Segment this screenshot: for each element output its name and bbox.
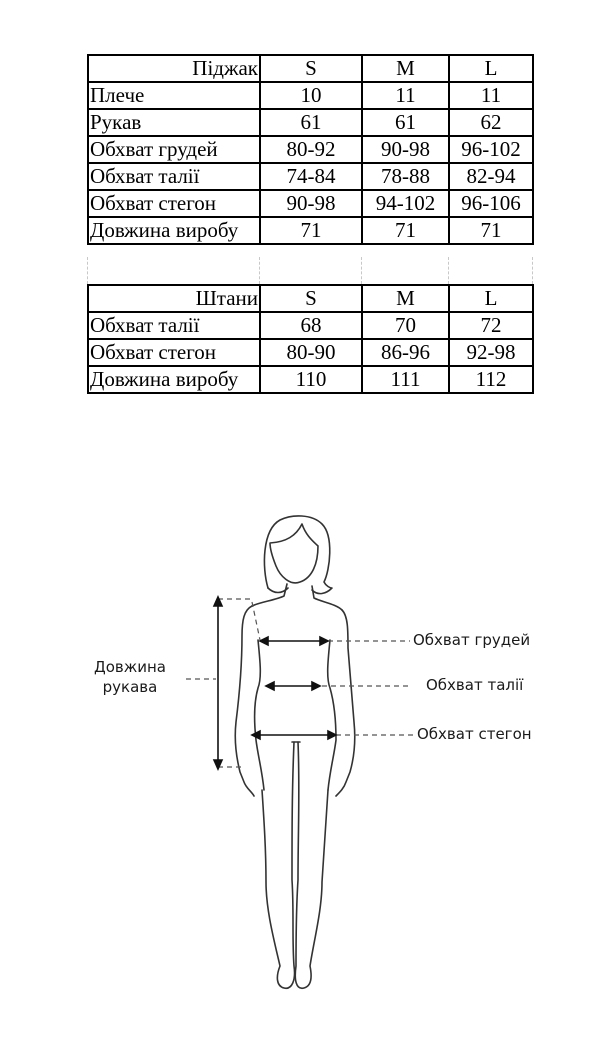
row-label: Рукав bbox=[88, 109, 260, 136]
size-l: L bbox=[449, 55, 533, 82]
row-label: Обхват талії bbox=[88, 163, 260, 190]
table-row bbox=[88, 136, 533, 163]
cell: 61 bbox=[362, 109, 449, 136]
table-header-row bbox=[88, 55, 533, 82]
table-header-row bbox=[88, 285, 533, 312]
cell: 111 bbox=[362, 366, 449, 393]
table-row bbox=[88, 109, 533, 136]
table-row bbox=[88, 366, 533, 393]
cell: 68 bbox=[260, 312, 362, 339]
gridline bbox=[532, 257, 533, 284]
cell: 72 bbox=[449, 312, 533, 339]
pants-title: Штани bbox=[88, 285, 260, 312]
size-s: S bbox=[260, 285, 362, 312]
cell: 11 bbox=[362, 82, 449, 109]
cell: 90-98 bbox=[362, 136, 449, 163]
row-label: Плече bbox=[88, 82, 260, 109]
cell: 78-88 bbox=[362, 163, 449, 190]
cell: 110 bbox=[260, 366, 362, 393]
table-row bbox=[88, 217, 533, 244]
size-l: L bbox=[449, 285, 533, 312]
cell: 70 bbox=[362, 312, 449, 339]
cell: 11 bbox=[449, 82, 533, 109]
cell: 62 bbox=[449, 109, 533, 136]
chest-label: Обхват грудей bbox=[413, 631, 531, 649]
row-label: Обхват грудей bbox=[88, 136, 260, 163]
row-label: Обхват талії bbox=[88, 312, 260, 339]
row-label: Обхват стегон bbox=[88, 339, 260, 366]
sleeve-length-label bbox=[87, 657, 173, 697]
cell: 80-90 bbox=[260, 339, 362, 366]
sleeve-label-line2: рукава bbox=[102, 678, 158, 696]
table-row bbox=[88, 82, 533, 109]
gridline bbox=[259, 257, 260, 284]
female-silhouette-icon bbox=[0, 490, 600, 1010]
hips-label: Обхват стегон bbox=[417, 725, 532, 743]
gridline bbox=[448, 257, 449, 284]
size-m: M bbox=[362, 55, 449, 82]
cell: 96-102 bbox=[449, 136, 533, 163]
gridline bbox=[87, 257, 88, 284]
table-row bbox=[88, 312, 533, 339]
cell: 96-106 bbox=[449, 190, 533, 217]
table-row bbox=[88, 339, 533, 366]
cell: 82-94 bbox=[449, 163, 533, 190]
cell: 94-102 bbox=[362, 190, 449, 217]
body-measurement-figure bbox=[0, 490, 600, 1010]
pants-size-table bbox=[87, 284, 534, 394]
cell: 71 bbox=[260, 217, 362, 244]
row-label: Обхват стегон bbox=[88, 190, 260, 217]
cell: 71 bbox=[449, 217, 533, 244]
size-m: M bbox=[362, 285, 449, 312]
row-label: Довжина виробу bbox=[88, 366, 260, 393]
gridline bbox=[361, 257, 362, 284]
cell: 61 bbox=[260, 109, 362, 136]
jacket-size-table bbox=[87, 54, 534, 245]
cell: 80-92 bbox=[260, 136, 362, 163]
row-label: Довжина виробу bbox=[88, 217, 260, 244]
cell: 92-98 bbox=[449, 339, 533, 366]
cell: 71 bbox=[362, 217, 449, 244]
cell: 74-84 bbox=[260, 163, 362, 190]
cell: 112 bbox=[449, 366, 533, 393]
table-row bbox=[88, 190, 533, 217]
cell: 10 bbox=[260, 82, 362, 109]
jacket-title: Піджак bbox=[88, 55, 260, 82]
sleeve-label-line1: Довжина bbox=[94, 658, 166, 676]
size-s: S bbox=[260, 55, 362, 82]
waist-label: Обхват талії bbox=[426, 676, 524, 694]
table-row bbox=[88, 163, 533, 190]
cell: 90-98 bbox=[260, 190, 362, 217]
cell: 86-96 bbox=[362, 339, 449, 366]
